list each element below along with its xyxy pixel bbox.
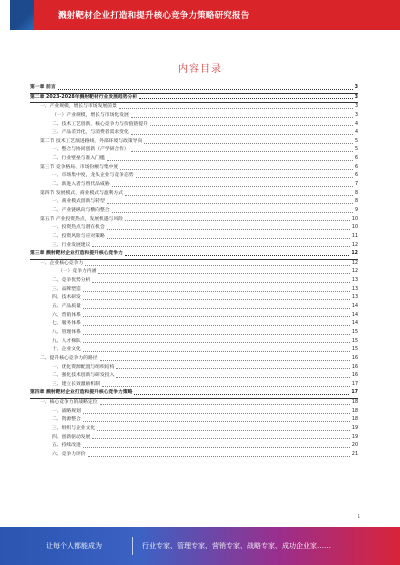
- toc-leader-dots: [125, 195, 353, 196]
- toc-entry[interactable]: [30, 155, 358, 164]
- toc-leader-dots: [131, 134, 353, 135]
- toc-entry[interactable]: [30, 364, 358, 373]
- toc-entry[interactable]: [30, 94, 358, 104]
- toc-entry[interactable]: [30, 277, 358, 286]
- toc-leader-dots: [116, 377, 350, 378]
- toc-entry-text: （一）产业规模，增长与市场化发展: [52, 112, 129, 118]
- toc-entry-page: 14: [351, 304, 358, 310]
- toc-leader-dots: [83, 325, 350, 326]
- toc-entry-page: 5: [354, 147, 358, 153]
- toc-entry[interactable]: [30, 260, 358, 269]
- toc-entry[interactable]: [30, 303, 358, 312]
- toc-leader-dots: [139, 98, 353, 99]
- toc-leader-dots: [98, 273, 350, 274]
- toc-entry-text: 一、市场集中度，龙头企业与竞争态势: [52, 173, 134, 179]
- toc-entry-text: 七、服务体系: [52, 321, 81, 327]
- toc-heading: 内容目录: [178, 64, 222, 75]
- header-bar: [0, 0, 400, 30]
- toc-entry-text: 二、提升核心竞争力的路径: [40, 355, 98, 361]
- toc-leader-dots: [100, 360, 350, 361]
- toc-entry-text: 二、行业壁垒与准入门槛: [52, 156, 105, 162]
- toc-entry-page: 12: [351, 260, 358, 266]
- toc-entry[interactable]: [30, 233, 358, 242]
- toc-leader-dots: [144, 143, 353, 144]
- toc-entry[interactable]: [30, 425, 358, 434]
- toc-entry[interactable]: [30, 84, 358, 94]
- toc-entry[interactable]: [30, 434, 358, 443]
- toc-entry-page: 18: [351, 400, 358, 406]
- toc-leader-dots: [150, 125, 353, 126]
- toc-leader-dots: [125, 255, 349, 256]
- toc-leader-dots: [83, 308, 350, 309]
- toc-entry-page: 8: [354, 199, 358, 205]
- toc-entry-page: 19: [351, 425, 358, 431]
- toc-entry-text: 四、创新驱动发展: [52, 434, 91, 440]
- toc-entry[interactable]: [30, 399, 358, 408]
- toc-entry[interactable]: [30, 320, 358, 329]
- toc-entry[interactable]: [30, 190, 358, 199]
- toc-entry[interactable]: [30, 381, 358, 390]
- toc-entry[interactable]: [30, 338, 358, 347]
- toc-entry-page: 18: [351, 417, 358, 423]
- toc-entry-text: 第三节 竞争格局、市场份额与集中度: [40, 164, 119, 170]
- toc-leader-dots: [97, 430, 350, 431]
- toc-entry[interactable]: [30, 389, 358, 399]
- toc-entry-page: 21: [351, 451, 358, 457]
- toc-leader-dots: [83, 299, 350, 300]
- toc-leader-dots: [107, 238, 350, 239]
- toc-entry-page: 3: [354, 85, 358, 90]
- toc-entry-page: 6: [354, 156, 358, 162]
- toc-entry[interactable]: [30, 146, 358, 155]
- toc-entry-page: 12: [351, 242, 358, 248]
- toc-leader-dots: [102, 386, 350, 387]
- toc-entry-page: 15: [351, 338, 358, 344]
- footer-divider: [132, 537, 133, 555]
- footer-slogan-left: 让每个人都能成为: [46, 542, 102, 550]
- toc-entry-text: 第四节 发展模式、商业模式与盈利方式: [40, 190, 124, 196]
- toc-entry-text: 二、资源整合: [52, 417, 81, 423]
- toc-entry-text: 一、商业模式创新与转型: [52, 199, 105, 205]
- toc-leader-dots: [125, 220, 350, 221]
- toc-entry[interactable]: [30, 224, 358, 233]
- toc-entry-page: 3: [354, 94, 358, 100]
- toc-entry-page: 13: [351, 286, 358, 292]
- toc-entry-text: 五、持续改进: [52, 443, 81, 449]
- toc-entry[interactable]: [30, 242, 358, 251]
- toc-entry[interactable]: [30, 164, 358, 173]
- toc-entry-page: 15: [351, 329, 358, 335]
- toc-leader-dots: [83, 334, 350, 335]
- footer-slogan-right: 行业专家、管理专家、营销专家、战略专家、成功企业家……: [142, 542, 331, 550]
- toc-entry-text: （一）竞争力内涵: [58, 269, 97, 275]
- toc-entry[interactable]: [30, 216, 358, 225]
- toc-leader-dots: [92, 282, 350, 283]
- toc-entry-page: 9: [354, 207, 358, 213]
- toc-entry-text: 一、产业规模，增长与市场发展前景: [40, 104, 117, 110]
- toc-entry[interactable]: [30, 408, 358, 417]
- toc-entry-page: 18: [351, 408, 358, 414]
- toc-leader-dots: [83, 413, 350, 414]
- toc-entry[interactable]: [30, 121, 358, 130]
- toc-entry[interactable]: [30, 451, 358, 460]
- toc-entry-text: 二、新进入者与替代品威胁: [52, 182, 110, 188]
- toc-entry-page: 11: [351, 233, 358, 239]
- toc-entry-text: 三、组织与企业文化: [52, 425, 96, 431]
- toc-entry-page: 13: [351, 278, 358, 284]
- toc-leader-dots: [83, 351, 350, 352]
- toc-entry-text: 三、行业发展建议: [52, 242, 91, 248]
- page-number: 1: [357, 514, 360, 519]
- toc-entry[interactable]: [30, 355, 358, 364]
- toc-entry-text: 第三章 溅射靶材企业打造和提升核心竞争力: [30, 251, 123, 257]
- toc-entry-text: 六、竞争力评价: [52, 451, 86, 457]
- toc-entry[interactable]: [30, 329, 358, 338]
- toc-entry[interactable]: [30, 112, 358, 121]
- toc-leader-dots: [107, 160, 353, 161]
- toc-leader-dots: [92, 438, 350, 439]
- toc-entry-page: 16: [351, 355, 358, 361]
- toc-leader-dots: [83, 447, 350, 448]
- toc-entry-text: 八、管理体系: [52, 329, 81, 335]
- toc-entry-page: 10: [351, 216, 358, 222]
- toc-entry-page: 12: [351, 269, 358, 275]
- toc-entry-text: 二、投资风险与应对策略: [52, 233, 105, 239]
- toc-entry-text: 四、技术研发: [52, 295, 81, 301]
- toc-leader-dots: [107, 229, 350, 230]
- toc-entry[interactable]: [30, 172, 358, 181]
- toc-entry-text: 三、品牌塑造: [52, 286, 81, 292]
- toc-entry-text: 二、产业链纵向与横向整合: [52, 207, 110, 213]
- toc-entry-page: 19: [351, 434, 358, 440]
- toc-entry[interactable]: [30, 138, 358, 147]
- toc-leader-dots: [131, 151, 353, 152]
- report-title: 溅射靶材企业打造和提升核心竞争力策略研究报告: [58, 11, 250, 21]
- toc-leader-dots: [88, 456, 350, 457]
- toc-entry-text: 一、企业核心竞争力: [40, 260, 84, 266]
- toc-entry-page: 12: [351, 251, 358, 257]
- toc-entry-text: 三、建立长效激励机制: [52, 381, 100, 387]
- toc-entry-text: 二、技术工艺创新，核心竞争力与价值链提升: [52, 121, 148, 127]
- toc-entry-text: 一、战略规划: [52, 408, 81, 414]
- toc-entry[interactable]: [30, 103, 358, 112]
- toc-entry[interactable]: [30, 416, 358, 425]
- toc-entry-page: 13: [351, 295, 358, 301]
- toc-entry-text: 第二节 技术工艺演进路线，外部环境与政策导向: [40, 138, 143, 144]
- toc-entry-page: 3: [354, 104, 358, 110]
- toc-leader-dots: [134, 394, 349, 395]
- toc-entry-text: 三、产品差异化，与消费者需求变化: [52, 130, 129, 136]
- toc-entry[interactable]: [30, 181, 358, 190]
- toc-leader-dots: [83, 316, 350, 317]
- toc-leader-dots: [83, 342, 350, 343]
- toc-entry-page: 5: [354, 138, 358, 144]
- toc-leader-dots: [58, 89, 353, 90]
- toc-entry-page: 3: [354, 112, 358, 118]
- toc-entry-page: 20: [351, 443, 358, 449]
- toc-leader-dots: [83, 421, 350, 422]
- toc-leader-dots: [131, 117, 353, 118]
- toc-entry-text: 一、整合与协同创新（产学研合作）: [52, 147, 129, 153]
- toc-entry-page: 17: [351, 381, 358, 387]
- toc-entry-text: 一、核心竞争力的战略定位: [40, 400, 98, 406]
- toc-leader-dots: [136, 177, 353, 178]
- toc-entry-text: 第四章 溅射靶材企业打造和提升核心竞争力策略: [30, 390, 133, 396]
- toc-entry-page: 4: [354, 121, 358, 127]
- toc-entry-page: 10: [351, 225, 358, 231]
- toc-entry-page: 16: [351, 373, 358, 379]
- toc-entry-page: 15: [351, 347, 358, 353]
- toc-leader-dots: [107, 203, 353, 204]
- toc-leader-dots: [83, 291, 350, 292]
- toc-entry[interactable]: [30, 268, 358, 277]
- table-of-contents: [30, 84, 358, 460]
- toc-entry-page: 17: [351, 390, 358, 396]
- toc-entry[interactable]: [30, 372, 358, 381]
- toc-entry[interactable]: [30, 198, 358, 207]
- toc-leader-dots: [92, 246, 350, 247]
- toc-entry[interactable]: [30, 286, 358, 295]
- toc-entry-text: 二、强化技术创新与研发投入: [52, 373, 115, 379]
- toc-entry[interactable]: [30, 207, 358, 216]
- toc-entry-text: 一、投资热点与潜在机会: [52, 225, 105, 231]
- toc-leader-dots: [120, 169, 353, 170]
- toc-leader-dots: [116, 368, 350, 369]
- toc-entry[interactable]: [30, 129, 358, 138]
- toc-leader-dots: [85, 265, 350, 266]
- toc-entry-page: 14: [351, 321, 358, 327]
- toc-entry[interactable]: [30, 312, 358, 321]
- toc-entry-text: 十、企业文化: [52, 347, 81, 353]
- toc-entry-page: 14: [351, 312, 358, 318]
- toc-entry-page: 6: [354, 164, 358, 170]
- toc-leader-dots: [112, 212, 353, 213]
- toc-entry-text: 一、优化资源配置与组织结构: [52, 364, 115, 370]
- header-accent: [10, 0, 34, 30]
- toc-entry-text: 第二章 2023-2028年溅射靶材行业发展趋势分析: [30, 94, 138, 100]
- toc-entry-text: 五、产品质量: [52, 304, 81, 310]
- toc-entry-text: 二、竞争优势分析: [52, 278, 91, 284]
- toc-leader-dots: [112, 186, 353, 187]
- toc-leader-dots: [100, 404, 350, 405]
- toc-entry-page: 6: [354, 173, 358, 179]
- toc-entry-page: 7: [354, 182, 358, 188]
- toc-entry[interactable]: [30, 442, 358, 451]
- toc-entry[interactable]: [30, 294, 358, 303]
- toc-entry-page: 8: [354, 190, 358, 196]
- toc-entry-text: 第一章 前言: [30, 85, 56, 90]
- toc-leader-dots: [119, 108, 353, 109]
- toc-entry[interactable]: [30, 346, 358, 355]
- toc-entry[interactable]: [30, 250, 358, 260]
- toc-entry-page: 4: [354, 130, 358, 136]
- toc-entry-page: 16: [351, 364, 358, 370]
- toc-entry-text: 九、人才梯队: [52, 338, 81, 344]
- toc-entry-text: 六、营销体系: [52, 312, 81, 318]
- footer-bar: [0, 527, 400, 565]
- toc-entry-text: 第五节 产业投资热点，发展机遇与风险: [40, 216, 124, 222]
